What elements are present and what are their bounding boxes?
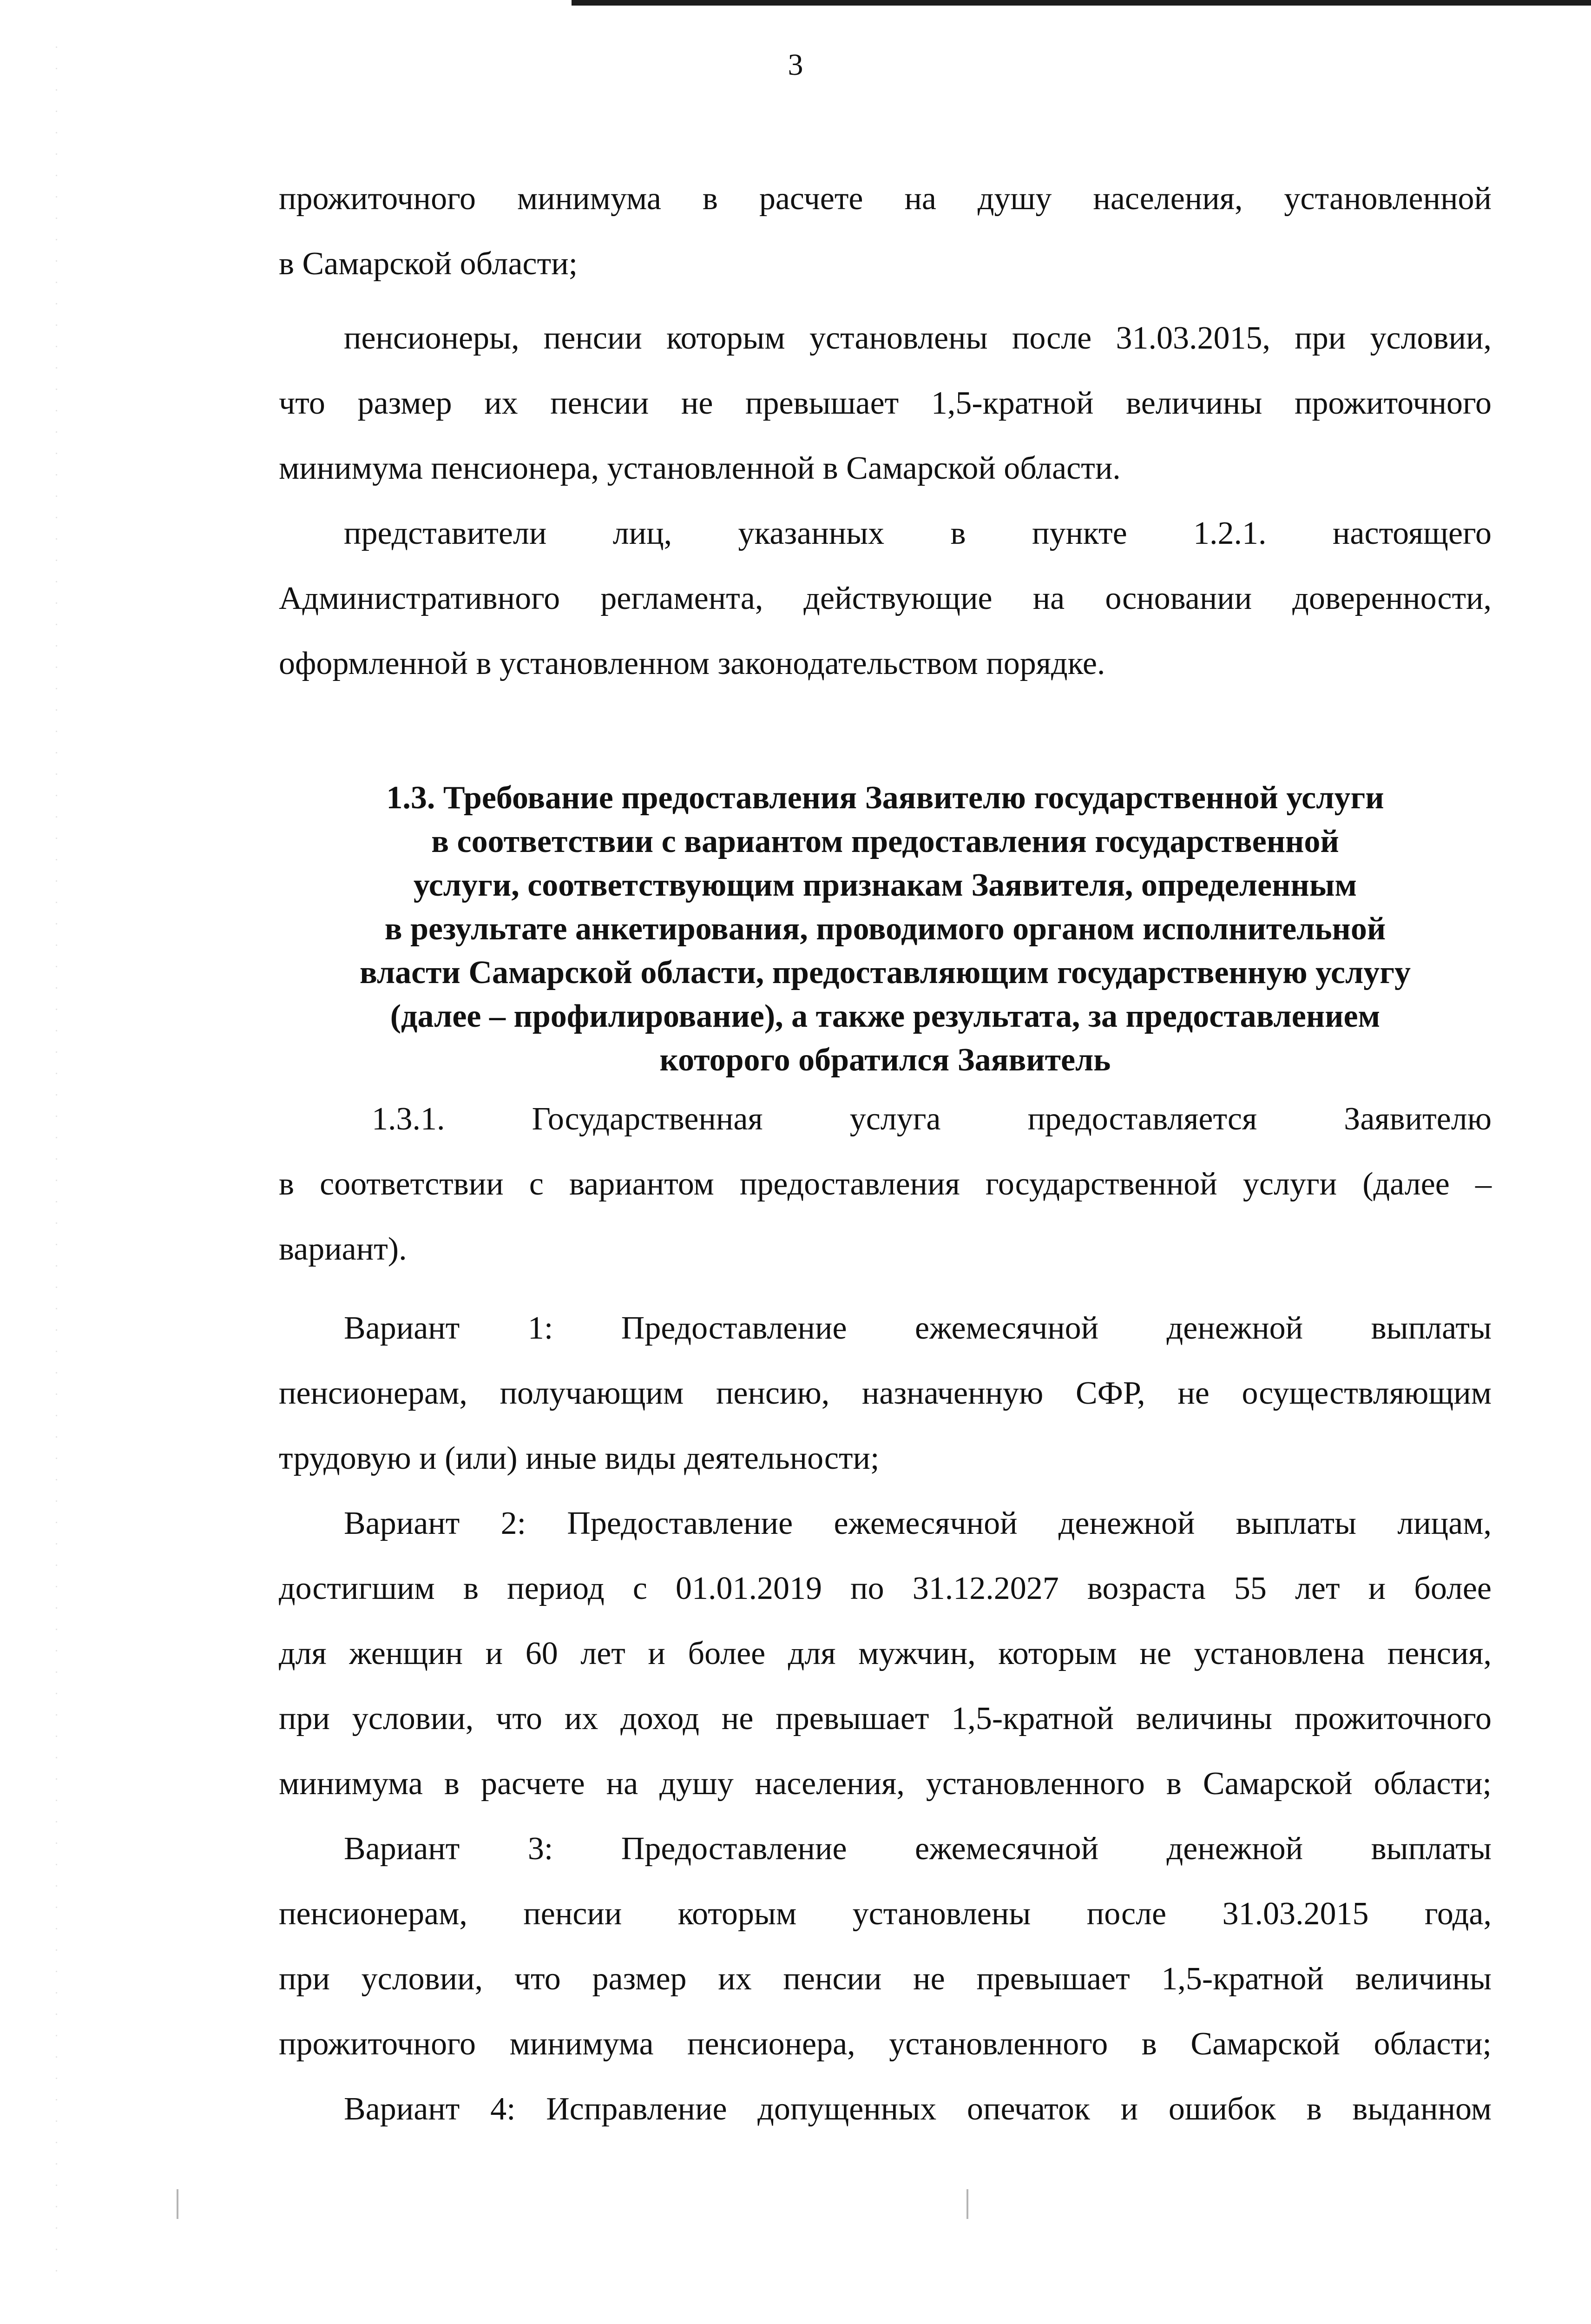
- paragraph-line: Вариант 1: Предоставление ежемесячной денежной выплаты: [344, 1310, 1492, 1346]
- paragraph-line: пенсионеры, пенсии которым установлены после 31.03.2015, при условии,: [344, 320, 1492, 356]
- paragraph-line: минимума пенсионера, установленной в Самарской области.: [279, 450, 1121, 486]
- paragraph-line: для женщин и 60 лет и более для мужчин, которым не установлена пенсия,: [279, 1636, 1492, 1671]
- paragraph-line: Вариант 3: Предоставление ежемесячной денежной выплаты: [344, 1831, 1492, 1867]
- paragraph-line: вариант).: [279, 1231, 407, 1267]
- scan-bottom-tick-left: [177, 2189, 178, 2219]
- section-heading-line: 1.3. Требование предоставления Заявителю государственной услуги: [386, 780, 1384, 816]
- paragraph-line: что размер их пенсии не превышает 1,5-кратной величины прожиточного: [279, 385, 1492, 421]
- paragraph-line: достигшим в период с 01.01.2019 по 31.12.2027 возраста 55 лет и более: [279, 1571, 1492, 1606]
- section-heading-line: которого обратился Заявитель: [659, 1042, 1111, 1078]
- paragraph-line: Административного регламента, действующие на основании доверенности,: [279, 581, 1492, 616]
- paragraph-line: при условии, что их доход не превышает 1,5-кратной величины прожиточного: [279, 1701, 1492, 1736]
- paragraph-line: пенсионерам, получающим пенсию, назначенную СФР, не осуществляющим: [279, 1375, 1492, 1411]
- section-heading-line: в соответствии с вариантом предоставления государственной: [431, 824, 1339, 859]
- paragraph-line: представители лиц, указанных в пункте 1.2.1. настоящего: [344, 515, 1492, 551]
- section-heading-line: услуги, соответствующим признакам Заявителя, определенным: [413, 867, 1357, 903]
- paragraph-line: в соответствии с вариантом предоставления государственной услуги (далее –: [279, 1166, 1492, 1202]
- paragraph-line: прожиточного минимума пенсионера, установленного в Самарской области;: [279, 2026, 1492, 2062]
- paragraph-line: оформленной в установленном законодательством порядке.: [279, 646, 1105, 681]
- paragraph-line: 1.3.1. Государственная услуга предоставляется Заявителю: [372, 1101, 1492, 1137]
- section-heading-line: в результате анкетирования, проводимого органом исполнительной: [384, 911, 1386, 947]
- scan-left-margin-artifact: [56, 46, 57, 2278]
- paragraph-line: пенсионерам, пенсии которым установлены после 31.03.2015 года,: [279, 1896, 1492, 1932]
- paragraph-line: Вариант 4: Исправление допущенных опечаток и ошибок в выданном: [344, 2091, 1492, 2127]
- paragraph-line: трудовую и (или) иные виды деятельности;: [279, 1440, 880, 1476]
- page-number: 3: [788, 48, 803, 82]
- paragraph-line: в Самарской области;: [279, 246, 578, 282]
- paragraph-line: при условии, что размер их пенсии не превышает 1,5-кратной величины: [279, 1961, 1492, 1997]
- section-heading-line: власти Самарской области, предоставляющим государственную услугу: [359, 955, 1411, 990]
- paragraph-line: прожиточного минимума в расчете на душу населения, установленной: [279, 181, 1492, 217]
- paragraph-line: Вариант 2: Предоставление ежемесячной денежной выплаты лицам,: [344, 1505, 1492, 1541]
- section-heading-line: (далее – профилирование), а также результата, за предоставлением: [390, 998, 1381, 1034]
- scan-top-border: [572, 0, 1591, 6]
- paragraph-line: минимума в расчете на душу населения, установленного в Самарской области;: [279, 1766, 1492, 1802]
- scan-bottom-tick-center: [966, 2189, 968, 2219]
